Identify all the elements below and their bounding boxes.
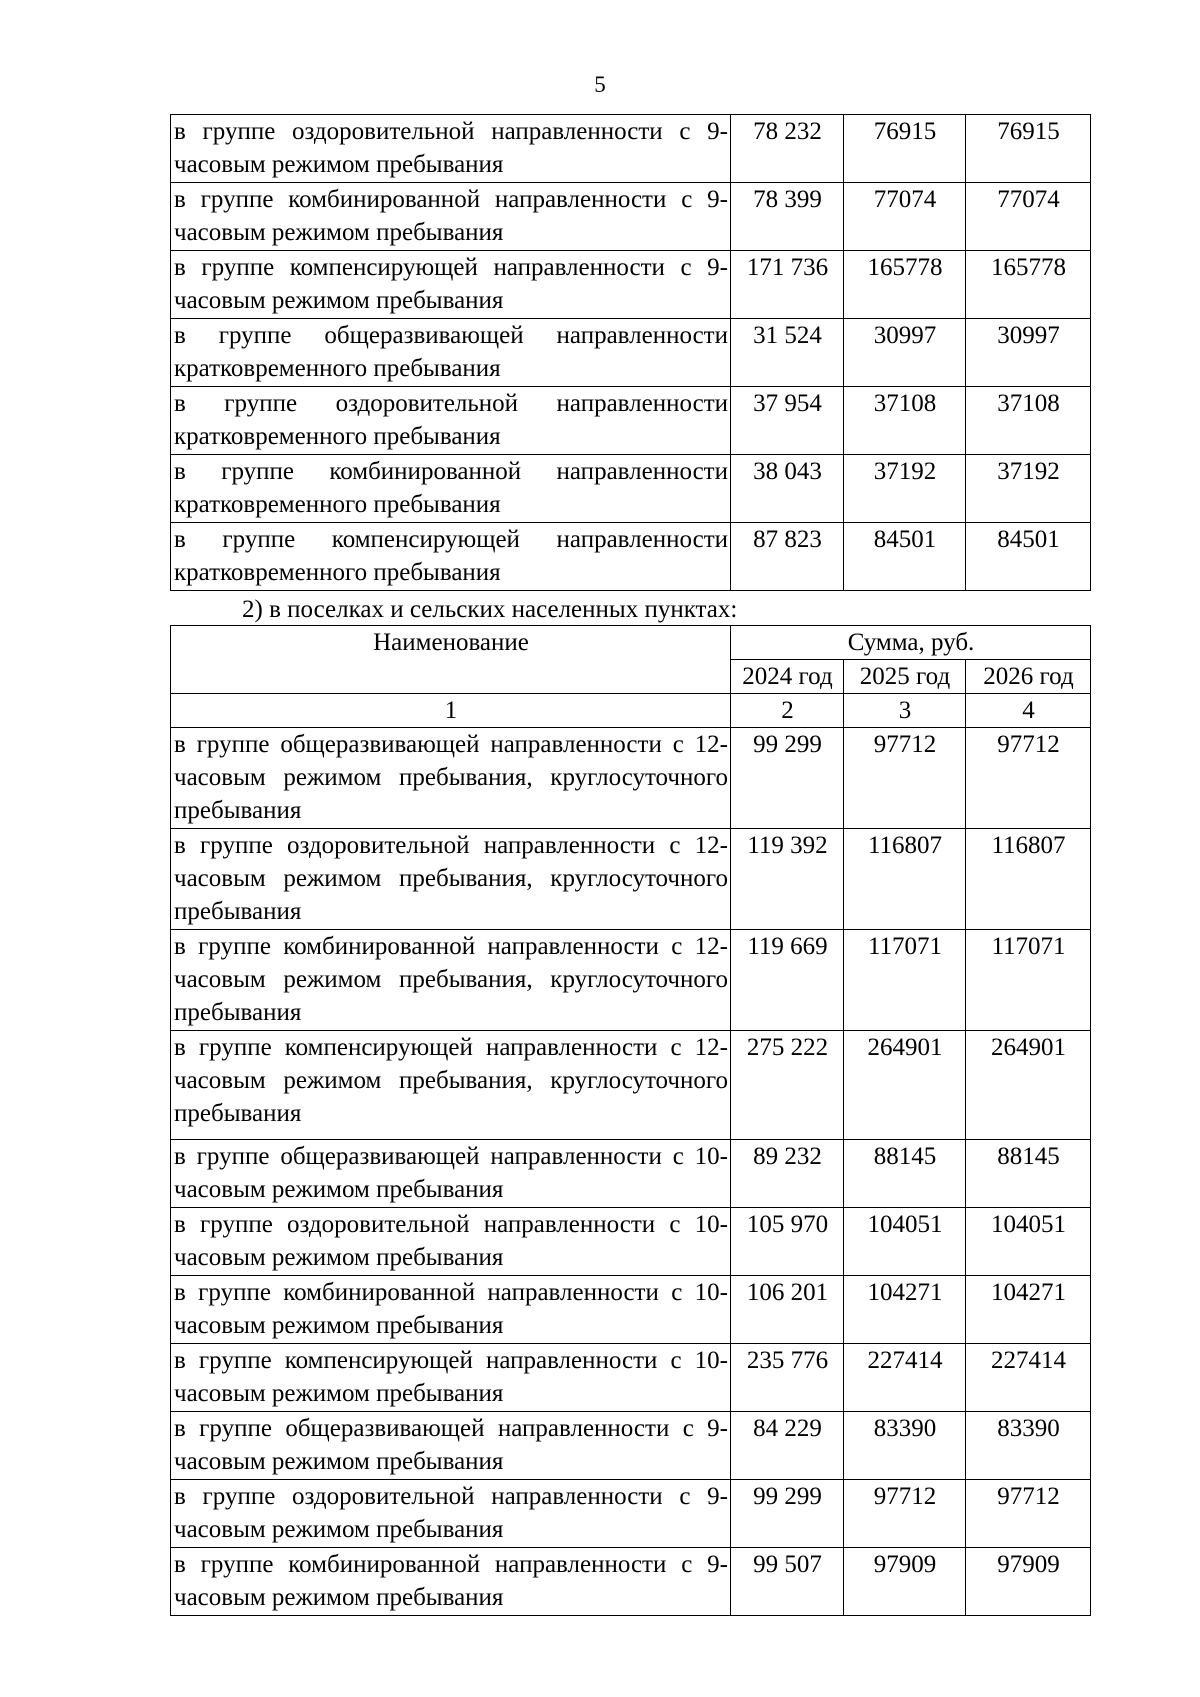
value-2025: 264901 — [844, 1031, 966, 1140]
row-name: в группе оздоровительной направленности с 9-часовым режимом пребывания — [171, 115, 731, 183]
value-2025: 83390 — [844, 1412, 966, 1480]
header-row — [171, 626, 1091, 660]
header-year-2025: 2025 год — [844, 660, 966, 694]
value-2024: 99 299 — [731, 728, 844, 829]
value-2026: 76915 — [966, 115, 1091, 183]
row-name: в группе комбинированной направленности кратковременного пребывания — [171, 455, 731, 523]
header-name: Наименование — [171, 626, 731, 694]
value-2026: 227414 — [966, 1344, 1091, 1412]
value-2024: 106 201 — [731, 1276, 844, 1344]
value-2025: 104271 — [844, 1276, 966, 1344]
value-2026: 97909 — [966, 1548, 1091, 1616]
table-row — [171, 1412, 1091, 1480]
value-2026: 104271 — [966, 1276, 1091, 1344]
value-2024: 89 232 — [731, 1140, 844, 1208]
table-row — [171, 728, 1091, 829]
value-2026: 116807 — [966, 829, 1091, 930]
row-name: в группе компенсирующей направленности кратковременного пребывания — [171, 523, 731, 591]
row-name: в группе комбинированной направленности с 10-часовым режимом пребывания — [171, 1276, 731, 1344]
value-2024: 78 232 — [731, 115, 844, 183]
value-2025: 97712 — [844, 1480, 966, 1548]
value-2025: 77074 — [844, 183, 966, 251]
value-2025: 37192 — [844, 455, 966, 523]
value-2024: 37 954 — [731, 387, 844, 455]
col-number: 4 — [966, 694, 1091, 728]
value-2026: 37108 — [966, 387, 1091, 455]
row-name: в группе комбинированной направленности с 9-часовым режимом пребывания — [171, 183, 731, 251]
value-2025: 37108 — [844, 387, 966, 455]
col-number: 1 — [171, 694, 731, 728]
header-year-2024: 2024 год — [731, 660, 844, 694]
value-2024: 84 229 — [731, 1412, 844, 1480]
table-row — [171, 1480, 1091, 1548]
value-2026: 97712 — [966, 1480, 1091, 1548]
value-2026: 30997 — [966, 319, 1091, 387]
table-row — [171, 251, 1091, 319]
row-name: в группе общеразвивающей направленности с 9-часовым режимом пребывания — [171, 1412, 731, 1480]
row-name: в группе оздоровительной направленности с 12-часовым режимом пребывания, круглосуточного пребывания — [171, 829, 731, 930]
row-name: в группе компенсирующей направленности с 9-часовым режимом пребывания — [171, 251, 731, 319]
value-2025: 104051 — [844, 1208, 966, 1276]
value-2026: 77074 — [966, 183, 1091, 251]
value-2026: 104051 — [966, 1208, 1091, 1276]
value-2026: 97712 — [966, 728, 1091, 829]
value-2025: 97909 — [844, 1548, 966, 1616]
table-row — [171, 930, 1091, 1031]
table-row — [171, 1208, 1091, 1276]
table-row — [171, 523, 1091, 591]
page-number: 5 — [594, 72, 606, 97]
value-2025: 76915 — [844, 115, 966, 183]
value-2026: 117071 — [966, 930, 1091, 1031]
row-name: в группе общеразвивающей направленности кратковременного пребывания — [171, 319, 731, 387]
tariff-table-villages — [170, 625, 1091, 1616]
value-2026: 165778 — [966, 251, 1091, 319]
row-name: в группе компенсирующей направленности с 12-часовым режимом пребывания, круглосуточного пребывания — [171, 1031, 731, 1140]
row-name: в группе оздоровительной направленности с 9-часовым режимом пребывания — [171, 1480, 731, 1548]
value-2025: 165778 — [844, 251, 966, 319]
value-2025: 227414 — [844, 1344, 966, 1412]
table-row — [171, 1344, 1091, 1412]
value-2025: 116807 — [844, 829, 966, 930]
row-name: в группе комбинированной направленности с 9-часовым режимом пребывания — [171, 1548, 731, 1616]
table-row — [171, 115, 1091, 183]
table-row — [171, 1140, 1091, 1208]
value-2024: 119 392 — [731, 829, 844, 930]
value-2024: 31 524 — [731, 319, 844, 387]
header-sum: Сумма, руб. — [731, 626, 1091, 660]
section-caption: 2) в поселках и сельских населенных пунктах: — [242, 596, 738, 623]
value-2024: 171 736 — [731, 251, 844, 319]
table-row — [171, 1276, 1091, 1344]
value-2026: 37192 — [966, 455, 1091, 523]
table-row — [171, 1548, 1091, 1616]
table-row — [171, 455, 1091, 523]
value-2025: 97712 — [844, 728, 966, 829]
value-2024: 119 669 — [731, 930, 844, 1031]
table-row — [171, 183, 1091, 251]
table-row — [171, 829, 1091, 930]
table-body — [171, 728, 1091, 1616]
value-2024: 78 399 — [731, 183, 844, 251]
row-name: в группе оздоровительной направленности кратковременного пребывания — [171, 387, 731, 455]
value-2025: 88145 — [844, 1140, 966, 1208]
row-name: в группе общеразвивающей направленности с 12-часовым режимом пребывания, круглосуточного пребывания — [171, 728, 731, 829]
value-2025: 30997 — [844, 319, 966, 387]
table-row — [171, 1031, 1091, 1140]
value-2026: 84501 — [966, 523, 1091, 591]
row-name: в группе оздоровительной направленности с 10-часовым режимом пребывания — [171, 1208, 731, 1276]
table-header — [171, 626, 1091, 728]
value-2026: 264901 — [966, 1031, 1091, 1140]
column-number-row — [171, 694, 1091, 728]
col-number: 3 — [844, 694, 966, 728]
value-2025: 84501 — [844, 523, 966, 591]
table-row — [171, 319, 1091, 387]
value-2025: 117071 — [844, 930, 966, 1031]
row-name: в группе общеразвивающей направленности с 10-часовым режимом пребывания — [171, 1140, 731, 1208]
value-2024: 99 507 — [731, 1548, 844, 1616]
table-body — [171, 115, 1091, 591]
header-year-2026: 2026 год — [966, 660, 1091, 694]
value-2024: 275 222 — [731, 1031, 844, 1140]
value-2024: 38 043 — [731, 455, 844, 523]
table-row — [171, 387, 1091, 455]
tariff-table-continued — [170, 114, 1091, 591]
value-2026: 88145 — [966, 1140, 1091, 1208]
value-2024: 87 823 — [731, 523, 844, 591]
value-2024: 105 970 — [731, 1208, 844, 1276]
value-2024: 235 776 — [731, 1344, 844, 1412]
value-2024: 99 299 — [731, 1480, 844, 1548]
row-name: в группе комбинированной направленности с 12-часовым режимом пребывания, круглосуточного пребывания — [171, 930, 731, 1031]
col-number: 2 — [731, 694, 844, 728]
value-2026: 83390 — [966, 1412, 1091, 1480]
row-name: в группе компенсирующей направленности с 10-часовым режимом пребывания — [171, 1344, 731, 1412]
